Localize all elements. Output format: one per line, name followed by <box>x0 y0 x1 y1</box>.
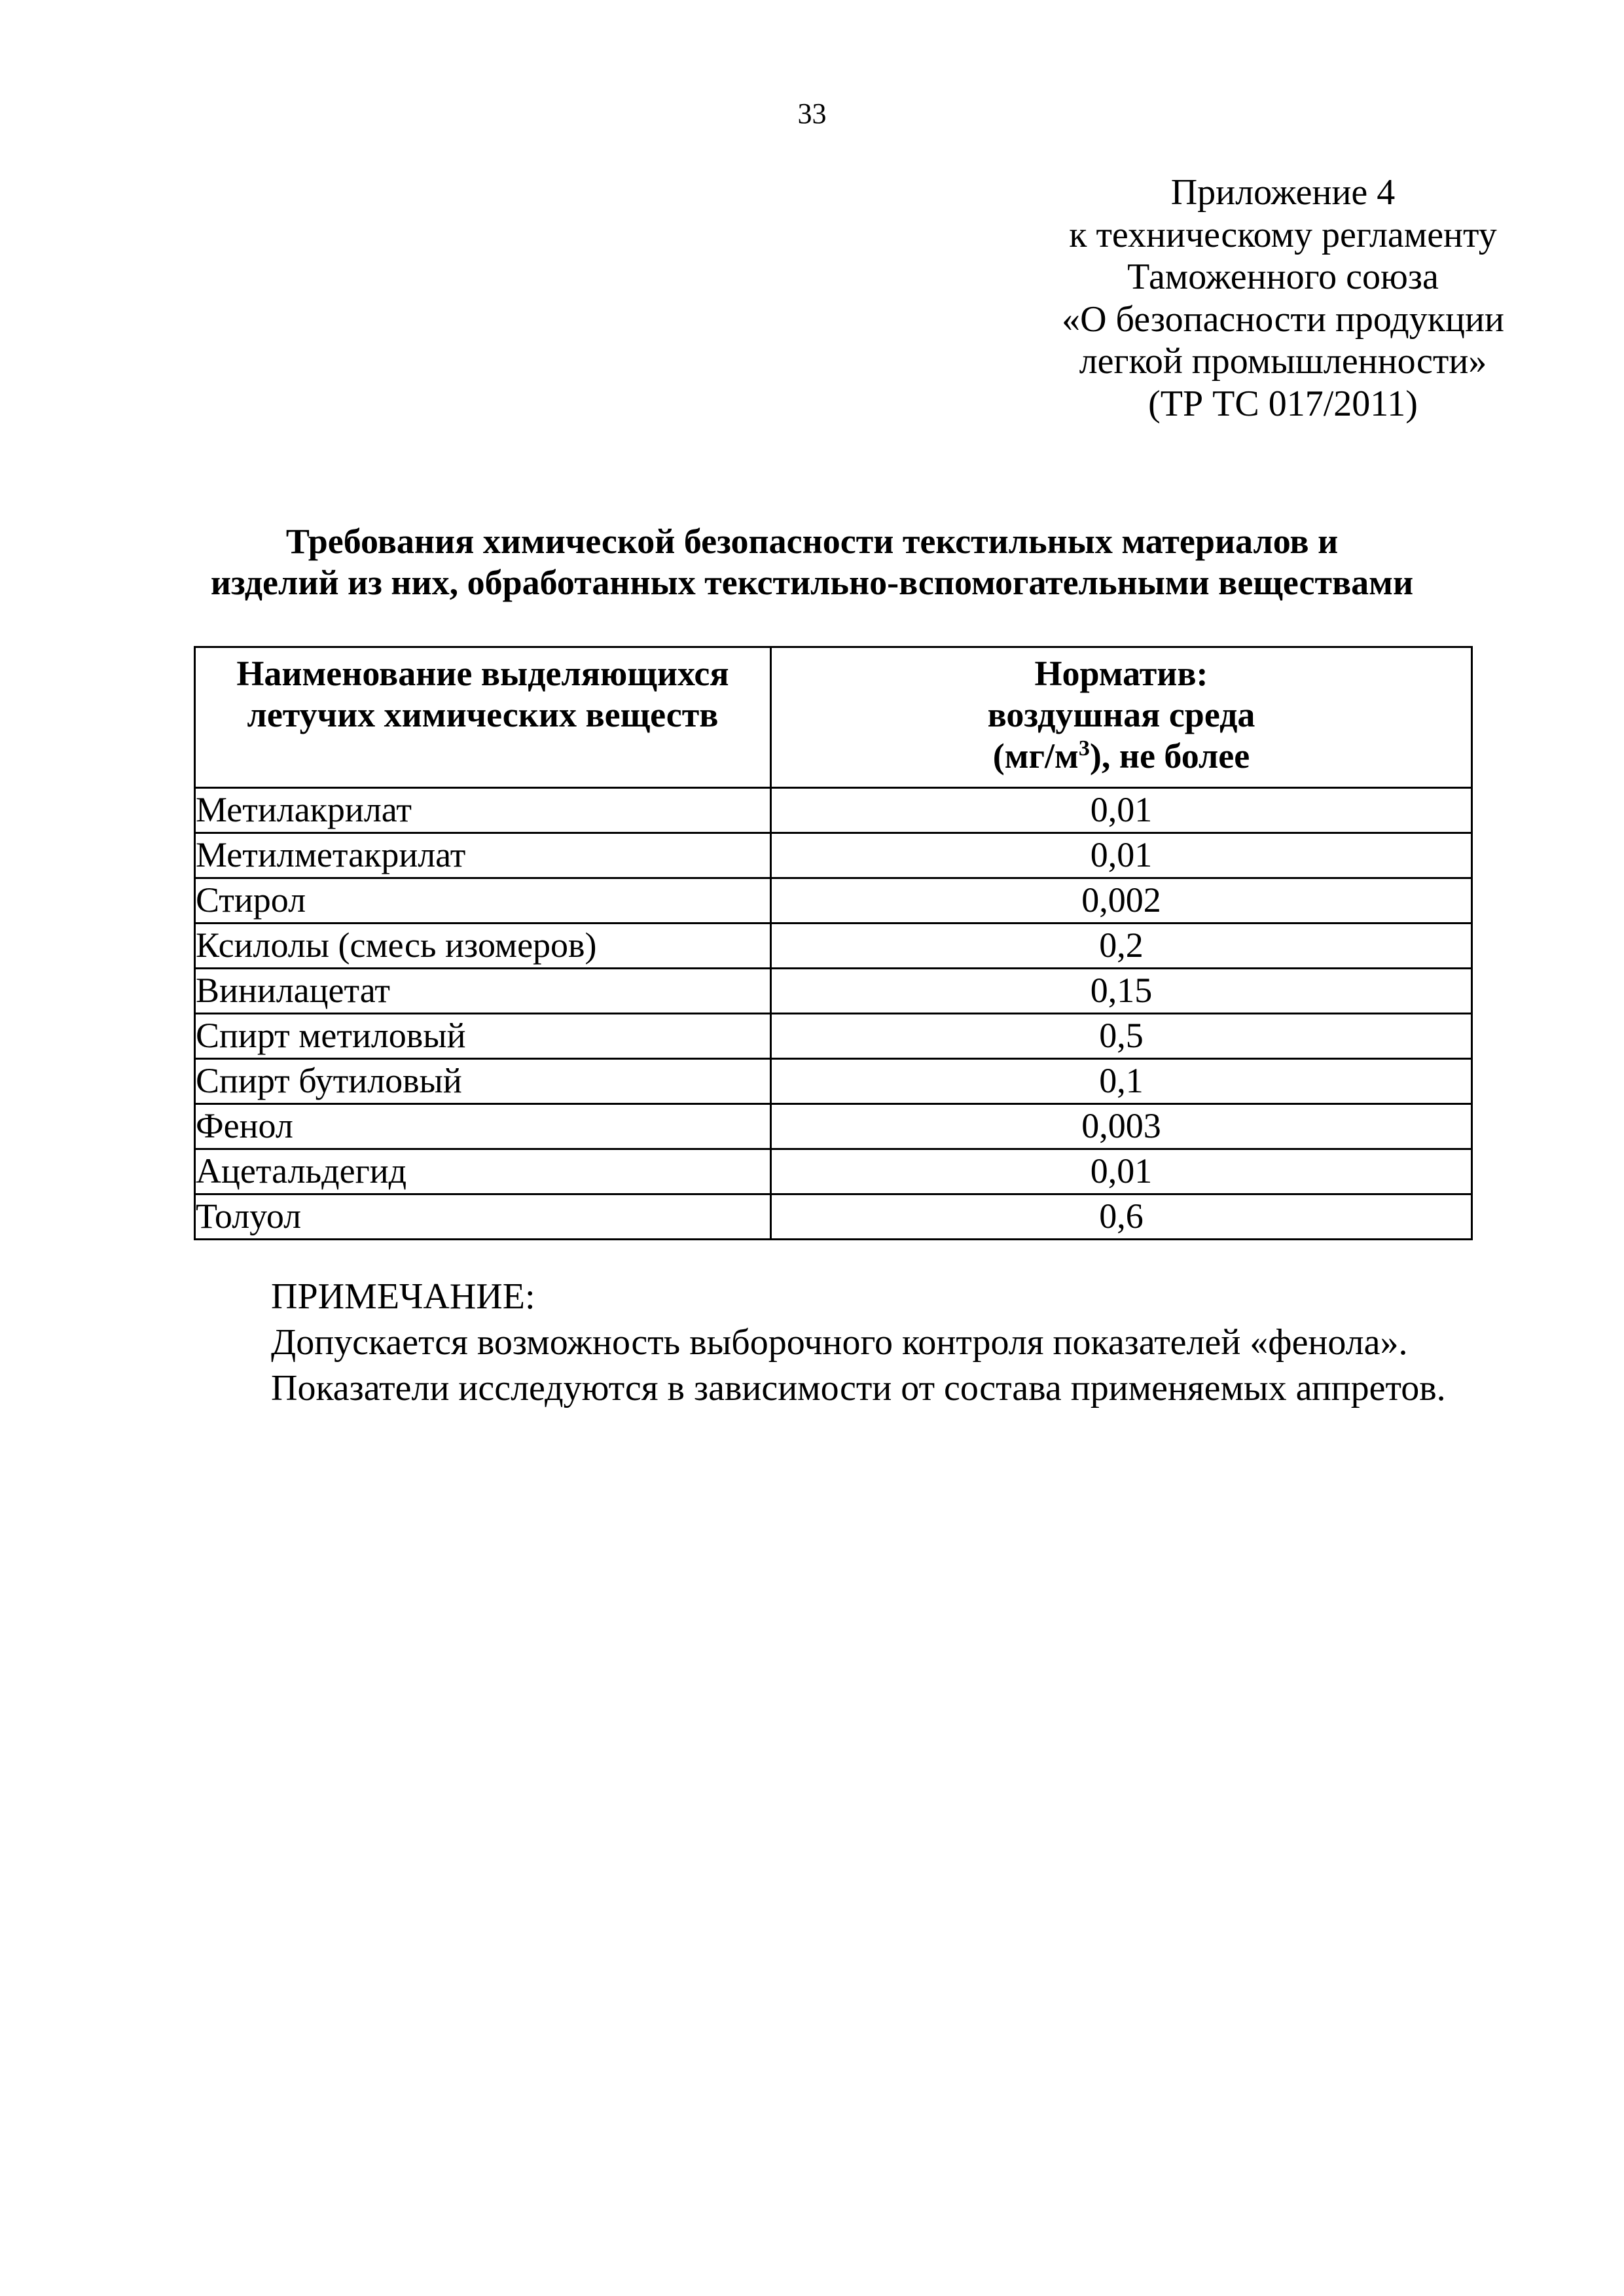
appendix-line: «О безопасности продукции <box>1062 298 1504 340</box>
substance-name: Метилметакрилат <box>195 833 771 878</box>
table-row <box>195 788 1472 833</box>
document-title <box>0 521 1624 603</box>
note-block <box>271 1274 1446 1411</box>
norm-value: 0,1 <box>771 1059 1472 1104</box>
note-heading: ПРИМЕЧАНИЕ: <box>271 1276 535 1317</box>
header-substance-name: Наименование выделяющихся летучих химических веществ <box>195 647 771 788</box>
substance-name: Фенол <box>195 1104 771 1149</box>
norm-value: 0,01 <box>771 788 1472 833</box>
norm-value: 0,15 <box>771 969 1472 1014</box>
substance-name: Стирол <box>195 878 771 924</box>
table-row <box>195 969 1472 1014</box>
appendix-line: Приложение 4 <box>1170 172 1396 213</box>
page-number: 33 <box>797 98 827 130</box>
norm-value: 0,5 <box>771 1014 1472 1059</box>
norm-value: 0,01 <box>771 1149 1472 1194</box>
substance-name: Ацетальдегид <box>195 1149 771 1194</box>
note-line: Допускается возможность выборочного контроля показателей «фенола». <box>271 1322 1408 1363</box>
appendix-block <box>1021 171 1545 425</box>
table-row <box>195 1149 1472 1194</box>
title-line: Требования химической безопасности текстильных материалов и <box>285 522 1339 561</box>
table-row <box>195 1059 1472 1104</box>
table-row <box>195 878 1472 924</box>
substance-name: Винилацетат <box>195 969 771 1014</box>
norm-value: 0,2 <box>771 924 1472 969</box>
table-row <box>195 1104 1472 1149</box>
table-header-row <box>195 647 1472 788</box>
note-line: Показатели исследуются в зависимости от состава применяемых аппретов. <box>271 1368 1446 1408</box>
substance-name: Спирт метиловый <box>195 1014 771 1059</box>
norm-value: 0,003 <box>771 1104 1472 1149</box>
appendix-line: к техническому регламенту <box>1069 214 1497 255</box>
substance-name: Ксилолы (смесь изомеров) <box>195 924 771 969</box>
substance-name: Спирт бутиловый <box>195 1059 771 1104</box>
appendix-line: Таможенного союза <box>1127 257 1439 297</box>
table-row <box>195 924 1472 969</box>
appendix-line: (ТР ТС 017/2011) <box>1148 383 1418 424</box>
norm-value: 0,01 <box>771 833 1472 878</box>
table-row <box>195 833 1472 878</box>
table-row <box>195 1194 1472 1240</box>
table-row <box>195 1014 1472 1059</box>
norm-value: 0,6 <box>771 1194 1472 1240</box>
norms-table <box>194 646 1473 1240</box>
norm-value: 0,002 <box>771 878 1472 924</box>
substance-name: Толуол <box>195 1194 771 1240</box>
title-line: изделий из них, обработанных текстильно-вспомогательными веществами <box>210 563 1414 602</box>
header-norm: Норматив: воздушная среда $(мг/м^3)$, не более <box>771 647 1472 788</box>
appendix-line: легкой промышленности» <box>1079 341 1487 382</box>
substance-name: Метилакрилат <box>195 788 771 833</box>
